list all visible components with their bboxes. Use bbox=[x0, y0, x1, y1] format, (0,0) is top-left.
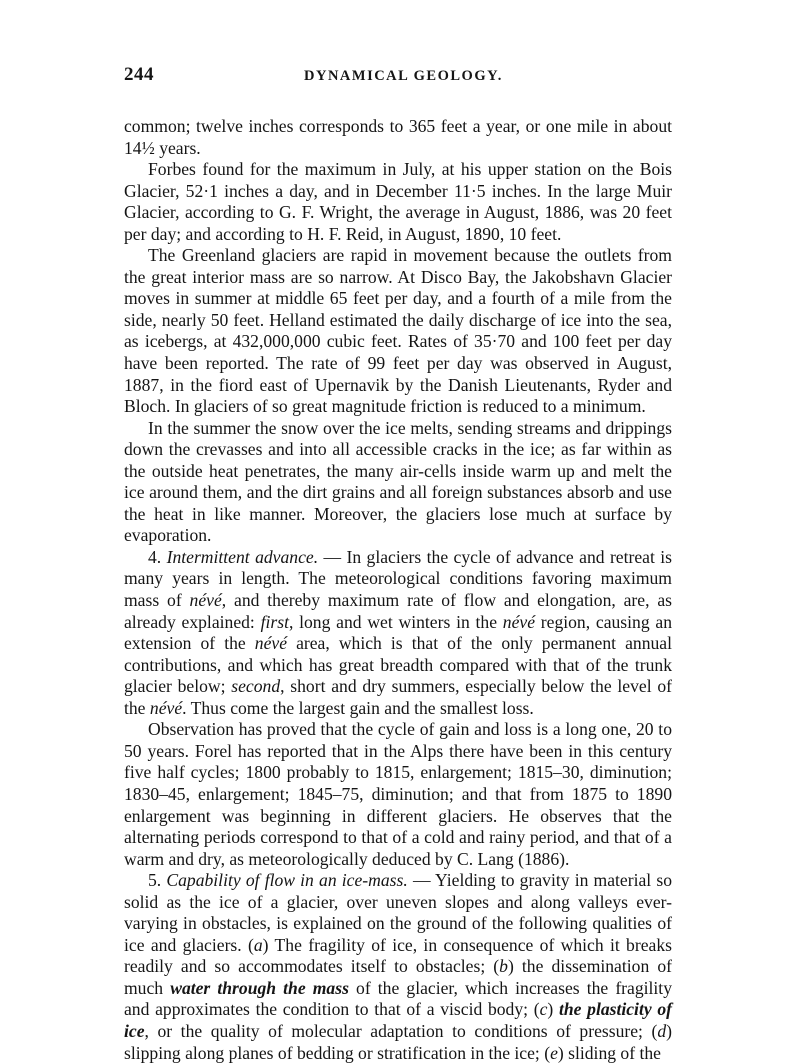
emphasis-plasticity-of-ice: the plasticity of ice bbox=[124, 999, 672, 1041]
emphasis-water-through-mass: water through the mass bbox=[170, 977, 349, 998]
paragraph-summer-melt: In the summer the snow over the ice melts, sending streams and drippings down the crevasses and into all accessible cracks in the ice; as far within as the outside heat penetrates, the many air-cells inside warm up and melt the ice around them, and the dirt grains and all foreign substances absorb and use the heat in like manner. Moreover, the glaciers lose much at surface by evaporation. bbox=[124, 417, 672, 546]
paragraph-observation-cycle: Observation has proved that the cycle of gain and loss is a long one, 20 to 50 years. Forel has reported that in the Alps there have been in this century five half cycles; 1800 probably to 1815, enlargement; 1815–30, diminution; 1830–45, enlargement; 1845–75, diminution; and that from 1875 to 1890 enlargement was beginning in different glaciers. He observes that the alternating periods correspond to that of a cold and rainy period, and that of a warm and dry, as meteorologically deduced by C. Lang (1886). bbox=[124, 719, 672, 869]
section-heading-intermittent-advance: Intermittent advance. bbox=[166, 546, 319, 567]
paragraph-capability-of-flow: 5. Capability of flow in an ice-mass. — Yielding to gravity in material so solid as the ice of a glacier, over uneven slopes and along valleys ever-varying in obstacles, is explained on the ground of the following qualities of ice and glaciers. (a) The fragility of ice, in consequence of which it breaks readily and so accommodates itself to obstacles; (b) the dissemination of much water through the mass of the glacier, which increases the fragility and approximates the condition to that of a viscid body; (c) the plasticity of ice, or the quality of molecular adaptation to conditions of pressure; (d) slipping along planes of bedding or stratification in the ice; (e) sliding of the bbox=[124, 870, 673, 1063]
paragraph-continuation: common; twelve inches corresponds to 365 feet a year, or one mile in about 14½ years. bbox=[124, 116, 672, 158]
running-head: DYNAMICAL GEOLOGY. bbox=[304, 68, 503, 84]
section-heading-capability-of-flow: Capability of flow in an ice-mass. bbox=[166, 870, 408, 891]
body-text bbox=[124, 116, 672, 1064]
paragraph-forbes: Forbes found for the maximum in July, at his upper station on the Bois Glacier, 52·1 inches a day, and in December 11·5 inches. In the large Muir Glacier, according to G. F. Wright, the average in August, 1886, was 20 feet per day; and according to H. F. Reid, in August, 1890, 10 feet. bbox=[124, 159, 672, 244]
page-header bbox=[124, 64, 672, 94]
paragraph-greenland: The Greenland glaciers are rapid in movement because the outlets from the great interior mass are so narrow. At Disco Bay, the Jakobshavn Glacier moves in summer at middle 65 feet per day, and a fourth of a mile from the side, nearly 50 feet. Helland estimated the daily discharge of ice into the sea, as icebergs, at 432,000,000 cubic feet. Rates of 35·70 and 100 feet per day have been reported. The rate of 99 feet per day was observed in August, 1887, in the fiord east of Upernavik by the Danish Lieutenants, Ryder and Bloch. In glaciers of so great magnitude friction is reduced to a minimum. bbox=[124, 245, 672, 417]
paragraph-intermittent-advance: 4. Intermittent advance. — In glaciers the cycle of advance and retreat is many years in length. The meteorological conditions favoring maximum mass of névé, and thereby maximum rate of flow and elongation, are, as already explained: first, long and wet winters in the névé region, causing an extension of the névé area, which is that of the only permanent annual contributions, and which has great breadth compared with that of the trunk glacier below; second, short and dry summers, especially below the level of the névé. Thus come the largest gain and the smallest loss. bbox=[124, 546, 673, 718]
page-number: 244 bbox=[124, 64, 154, 85]
